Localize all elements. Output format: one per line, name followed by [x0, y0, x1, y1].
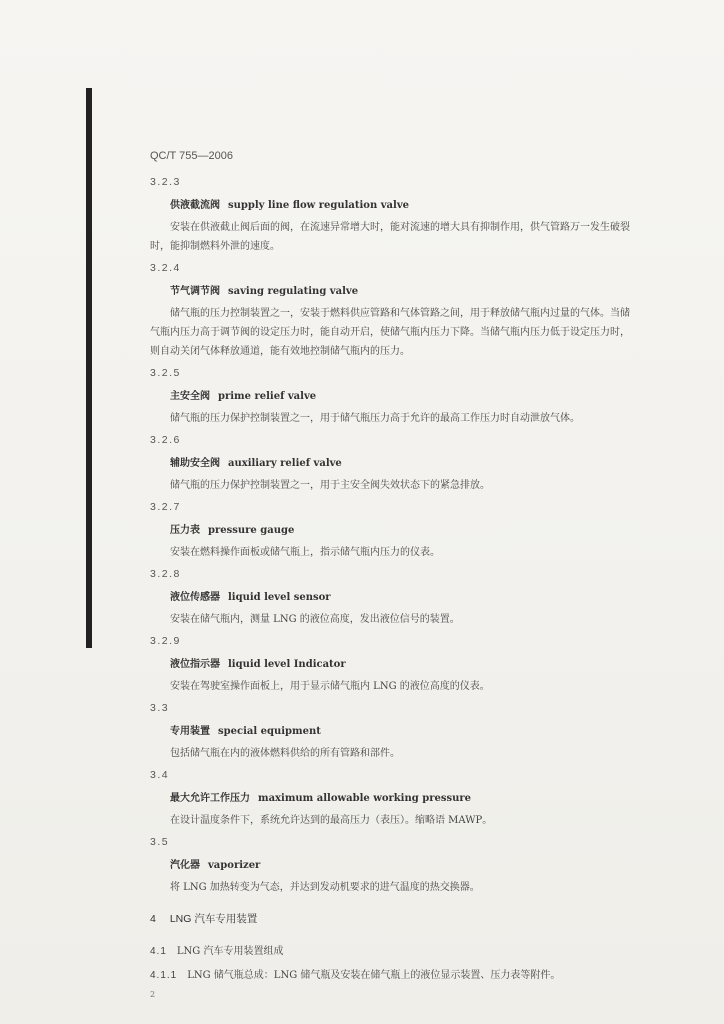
page-content: [150, 150, 630, 999]
term-definition: 储气瓶的压力保护控制装置之一，用于储气瓶压力高于允许的最高工作压力时自动泄放气体。: [170, 413, 580, 424]
term-english: liquid level Indicator: [228, 659, 346, 670]
term-heading: [170, 387, 630, 402]
term-definition: 将 LNG 加热转变为气态，并达到发动机要求的进气温度的热交换器。: [170, 882, 480, 893]
clause-list: [150, 176, 630, 897]
term-heading: [170, 282, 630, 297]
term-heading: [170, 454, 630, 469]
term-definition: 安装在燃料操作面板或储气瓶上，指示储气瓶内压力的仪表。: [170, 547, 440, 558]
term-heading: [170, 588, 630, 603]
clause-number: 3.2.5: [150, 367, 181, 379]
term-heading: [170, 789, 630, 804]
term-definition: 安装在驾驶室操作面板上，用于显示储气瓶内 LNG 的液位高度的仪表。: [170, 681, 490, 692]
term-heading: [170, 722, 630, 737]
section-title: [150, 911, 630, 926]
term-heading: [170, 196, 630, 211]
term-heading: [170, 856, 630, 871]
term-chinese: 主安全阀: [170, 391, 210, 402]
term-chinese: 压力表: [170, 525, 200, 536]
clause-number: 3.3: [150, 702, 170, 714]
clause-number: 3.2.9: [150, 635, 181, 647]
binding-bar: [86, 88, 92, 648]
term-chinese: 专用装置: [170, 726, 210, 737]
term-heading: [170, 521, 630, 536]
term-definition: 储气瓶的压力控制装置之一，安装于燃料供应管路和气体管路之间，用于释放储气瓶内过量的气体。当储气瓶内压力高于调节阀的设定压力时，能自动开启，使储气瓶内压力下降。当储气瓶内压力低于设定压力时，则自动关闭气体释放通道，能有效地控制储气瓶内的压力。: [150, 308, 630, 357]
term-definition: 在设计温度条件下，系统允许达到的最高压力（表压）。缩略语 MAWP。: [170, 815, 493, 826]
clause-number: 3.2.3: [150, 176, 181, 188]
page-number: 2: [150, 990, 156, 999]
section-title-text: LNG 汽车专用装置: [169, 913, 258, 925]
term-definition: 安装在储气瓶内，测量 LNG 的液位高度，发出液位信号的装置。: [170, 614, 460, 625]
clause-number: 3.4: [150, 769, 170, 781]
subsection-number: 4.1.1: [150, 970, 178, 981]
term-english: special equipment: [218, 726, 321, 737]
term-chinese: 汽化器: [170, 860, 200, 871]
term-english: prime relief valve: [218, 391, 317, 402]
subsection-4-1: [150, 942, 630, 957]
term-chinese: 辅助安全阀: [170, 458, 220, 469]
term-heading: [170, 655, 630, 670]
term-definition: 储气瓶的压力保护控制装置之一，用于主安全阀失效状态下的紧急排放。: [170, 480, 490, 491]
clause-number: 3.2.8: [150, 568, 181, 580]
term-chinese: 供液截流阀: [170, 200, 220, 211]
term-english: pressure gauge: [208, 525, 295, 536]
subsection-number: 4.1: [150, 946, 167, 957]
term-chinese: 节气调节阀: [170, 286, 220, 297]
term-english: saving regulating valve: [228, 286, 359, 297]
subsection-text: LNG 汽车专用装置组成: [176, 946, 284, 957]
standard-header: QC/T 755—2006: [150, 150, 233, 162]
term-definition: 包括储气瓶在内的液体燃料供给的所有管路和部件。: [170, 748, 400, 759]
clause-number: 3.2.6: [150, 434, 181, 446]
subsection-text: LNG 储气瓶总成：LNG 储气瓶及安装在储气瓶上的液位显示装置、压力表等附件。: [187, 970, 561, 981]
term-english: vaporizer: [208, 860, 261, 871]
term-chinese: 液位指示器: [170, 659, 220, 670]
term-chinese: 液位传感器: [170, 592, 220, 603]
term-english: auxiliary relief valve: [228, 458, 342, 469]
clause-number: 3.2.7: [150, 501, 181, 513]
term-chinese: 最大允许工作压力: [170, 793, 250, 804]
term-english: maximum allowable working pressure: [258, 793, 472, 804]
section-number: 4: [150, 913, 156, 925]
term-english: liquid level sensor: [228, 592, 331, 603]
clause-number: 3.2.4: [150, 262, 181, 274]
term-definition: 安装在供液截止阀后面的阀，在流速异常增大时，能对流速的增大具有抑制作用，供气管路万一发生破裂时，能抑制燃料外泄的速度。: [150, 222, 630, 252]
term-english: supply line flow regulation valve: [228, 200, 409, 211]
clause-number: 3.5: [150, 836, 170, 848]
subsection-4-1-1: [150, 966, 630, 981]
